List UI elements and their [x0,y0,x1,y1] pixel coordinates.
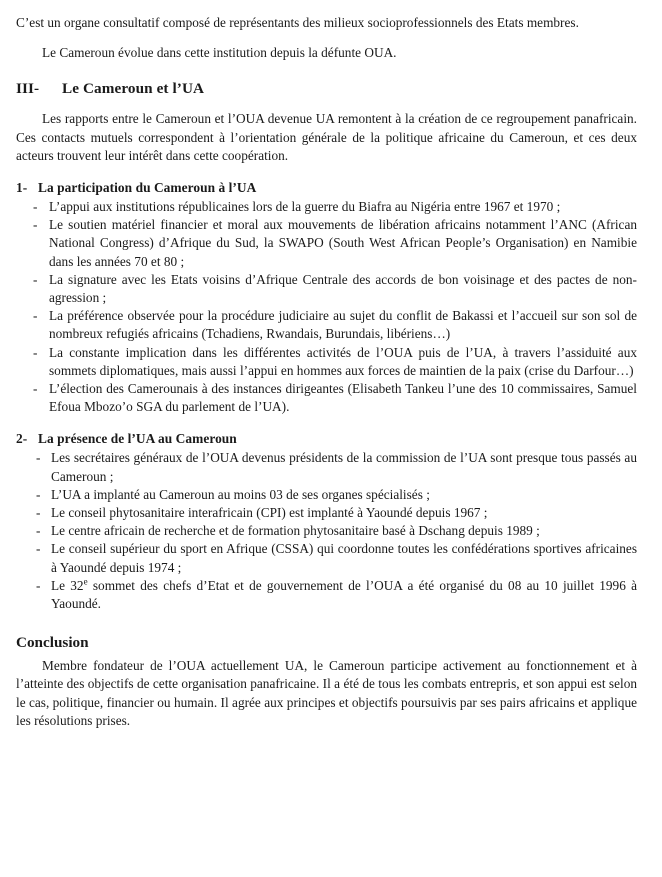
section-numeral: III- [16,80,40,98]
subsection-heading-two [16,430,637,448]
list-item: - L’appui aux institutions républicaines lors de la guerre du Biafra au Nigéria entre 1967 et 1970 ; [16,198,637,216]
conclusion-paragraph: Membre fondateur de l’OUA actuellement UA, le Cameroun participe activement au fonctionnement et à l’atteinte des objectifs de cette organisation panafricaine. Il a été de tous les combats entrepris, et son appui est selon le cas, politique, financier ou humain. Il agrée aux principes et objectifs poursuivis par ses pairs africains et applique les résolutions prises. [16,658,637,728]
list-item: - L’UA a implanté au Cameroun au moins 03 de ses organes spécialisés ; [16,486,637,504]
intro-paragraph: C’est un organe consultatif composé de représentants des milieux socioprofessionnels des Etats membres. [16,15,579,30]
ordinal-superscript: e [83,576,88,587]
subsection-heading-one [16,179,637,197]
list-item: - Le conseil phytosanitaire interafricain (CPI) est implanté à Yaoundé depuis 1967 ; [16,504,637,522]
section-heading-three [16,79,637,98]
subsection-numeral: 2- [16,431,28,447]
ordinal-prefix: Le 32 [51,577,84,593]
intro-paragraph-2: Le Cameroun évolue dans cette institution depuis la défunte OUA. [42,45,397,61]
conclusion-heading: Conclusion [16,634,89,652]
list-item: - Le soutien matériel financier et moral aux mouvements de libération africains notamment l’ANC (African National Congress) d’Afrique du Sud, la SWAPO (South West African People’s Organisation) en Namibie dans les années 70 et 80 ; [16,216,637,271]
subsection-title: La participation du Cameroun à l’UA [38,180,257,196]
subsection-numeral: 1- [16,180,28,196]
subsection-one-list [16,198,637,416]
list-item: - La signature avec les Etats voisins d’Afrique Centrale des accords de bon voisinage et des pactes de non-agression ; [16,271,637,307]
list-item: - La préférence observée pour la procédure judiciaire au sujet du conflit de Bakassi et l’accueil sur son sol de nombreux refugiés africains (Tchadiens, Rwandais, Burundais, libériens…) [16,307,637,343]
list-item-ordinal [16,577,637,613]
list-item: - L’élection des Camerounais à des instances dirigeantes (Elisabeth Tankeu l’une des 10 commissaires, Samuel Efoua Mbozo’o SGA du parlement de l’UA). [16,380,637,416]
section-three-intro-paragraph: Les rapports entre le Cameroun et l’OUA devenue UA remontent à la création de ce regroupement panafricain. Ces contacts mutuels correspondent à l’orientation générale de la politique africaine du Cameroun, et ces deux acteurs trouvent leur intérêt dans cette coopération. [16,111,637,163]
section-title: Le Cameroun et l’UA [62,80,205,98]
ordinal-suffix: sommet des chefs d’Etat et de gouvernement de l’OUA a été organisé du 08 au 10 juillet 1996 à Yaoundé. [51,577,637,612]
subsection-two-list [16,449,637,613]
subsection-title: La présence de l’UA au Cameroun [38,431,237,447]
list-item: - Le centre africain de recherche et de formation phytosanitaire basé à Dschang depuis 1989 ; [16,522,637,540]
list-item: - La constante implication dans les différentes activités de l’OUA puis de l’UA, à travers l’assiduité aux sommets diplomatiques, mais aussi l’appui en hommes aux forces de maintien de la paix (crise du Darfour…) [16,344,637,380]
list-item: - Le conseil supérieur du sport en Afrique (CSSA) qui coordonne toutes les confédérations sportives africaines à Yaoundé depuis 1974 ; [16,540,637,576]
list-item: - Les secrétaires généraux de l’OUA devenus présidents de la commission de l’UA sont presque tous passés au Cameroun ; [16,449,637,485]
